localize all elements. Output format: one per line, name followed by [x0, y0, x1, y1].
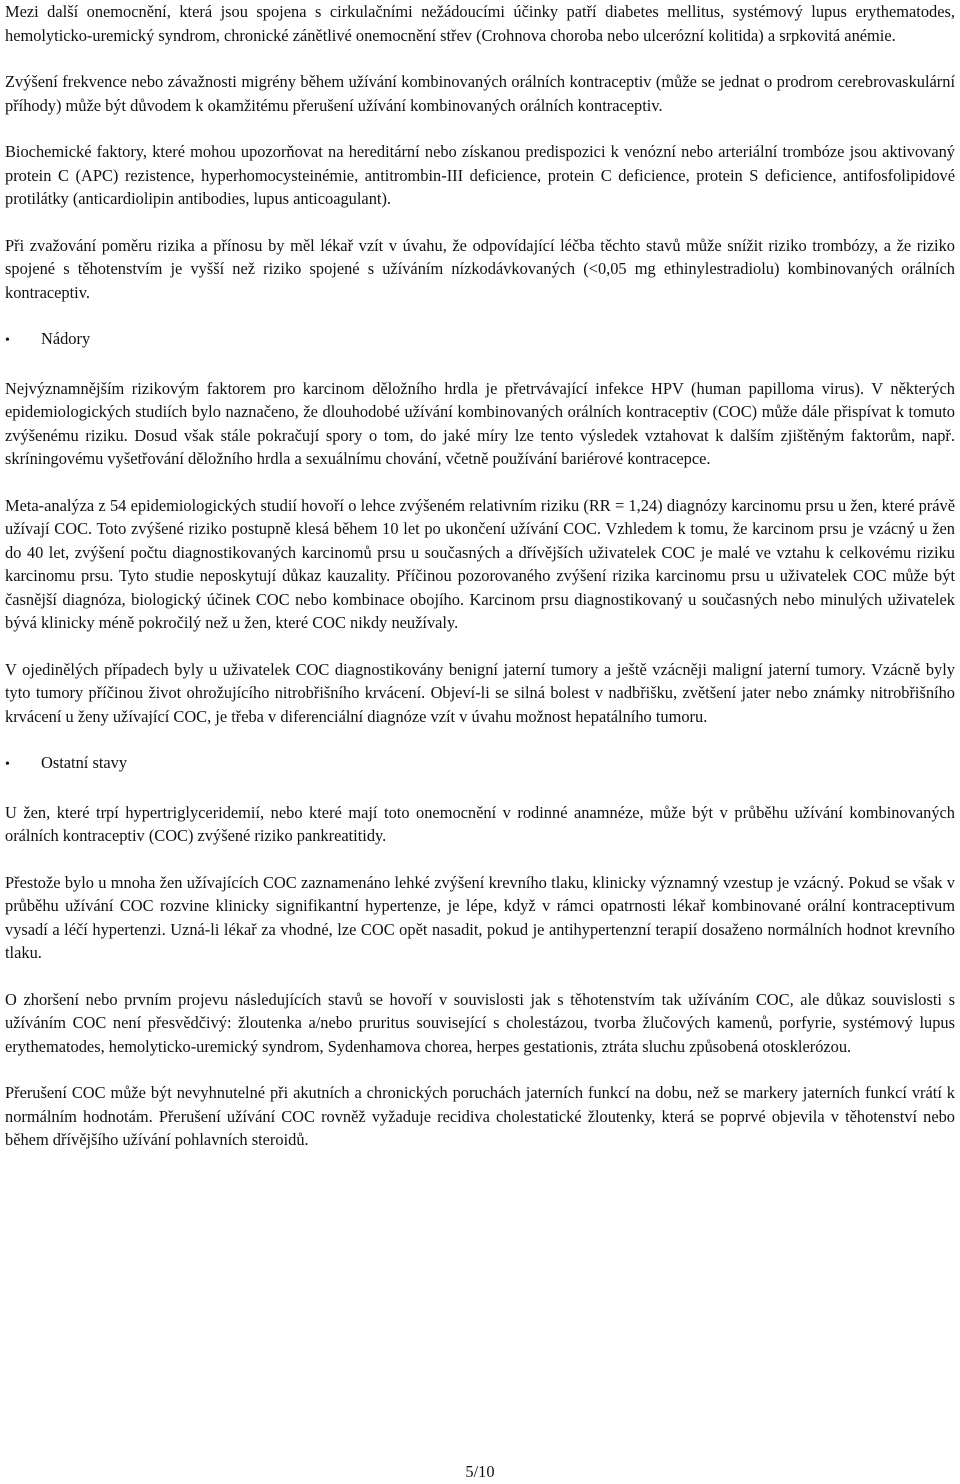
paragraph-pregnancy-conditions: O zhoršení nebo prvním projevu následujících stavů se hovoří v souvislosti jak s těhotenstvím tak užíváním COC, ale důkaz souvislosti s užíváním COC není přesvědčivý: žloutenka a/nebo pruritus související s cholestázou, tvorba žlučových kamenů, porfyrie, systémový lupus erythematodes, hemolyticko-uremický syndrom, Sydenhamova chorea, herpes gestationis, ztráta sluchu způsobená otosklerózou.	[5, 989, 955, 1056]
document-body	[5, 0, 955, 1175]
paragraph-liver-tumors: V ojedinělých případech byly u uživatelek COC diagnostikovány benigní jaterní tumory a ještě vzácněji maligní jaterní tumory. Vzácně byly tyto tumory příčinou život ohrožujícího nitrobřišního krvácení. Objeví-li se silná bolest v nadbřišku, zvětšení jater nebo známky nitrobřišního krvácení u ženy užívající COC, je třeba v diferenciální diagnóze vzít v úvahu možnost hepatálního tumoru.	[5, 659, 955, 726]
paragraph-liver-function: Přerušení COC může být nevyhnutelné při akutních a chronických poruchách jaterních funkcí na dobu, než se markery jaterních funkcí vrátí k normálním hodnotám. Přerušení užívání COC rovněž vyžaduje recidiva cholestatické žloutenky, která se poprvé objevila v těhotenství nebo během dřívějšího užívání pohlavních steroidů.	[5, 1083, 955, 1149]
page-number: 5/10	[465, 1462, 495, 1481]
section-heading-tumors	[5, 327, 955, 353]
paragraph-risk-benefit: Při zvažování poměru rizika a přínosu by měl lékař vzít v úvahu, že odpovídající léčba těchto stavů může snížit riziko trombózy, a že riziko spojené s těhotenstvím je vyšší než riziko spojené s užíváním nízkodávkovaných (<0,05 mg ethinylestradiolu) kombinovaných orálních kontraceptiv.	[5, 235, 955, 302]
section-heading-other-conditions	[5, 751, 955, 777]
bullet-icon: •	[5, 757, 10, 772]
bullet-icon: •	[5, 333, 10, 348]
paragraph-hypertension: Přestože bylo u mnoha žen užívajících COC zaznamenáno lehké zvýšení krevního tlaku, klinicky významný vzestup je vzácný. Pokud se však v průběhu užívání COC rozvine klinicky signifikantní hypertenze, je lépe, když v rámci opatrnosti lékař kombinované orální kontraceptivum vysadí a léčí hypertenzi. Uzná-li lékař za vhodné, lze COC opět nasadit, pokud je antihypertenzní terapií dosaženo normálních hodnot krevního tlaku.	[5, 872, 955, 962]
paragraph-associated-diseases: Mezi další onemocnění, která jsou spojena s cirkulačními nežádoucími účinky patří diabetes mellitus, systémový lupus erythematodes, hemolyticko-uremický syndrom, chronické zánětlivé onemocnění střev (Crohnova choroba nebo ulcerózní kolitida) a srpkovitá anémie.	[5, 2, 955, 45]
paragraph-biochemical-factors: Biochemické faktory, které mohou upozorňovat na hereditární nebo získanou predispozici k venózní nebo arteriální trombóze jsou aktivovaný protein C (APC) rezistence, hyperhomocysteinémie, antitrombin-III deficience, protein C deficience, protein S deficience, antifosfolipidové protilátky (anticardiolipin antibodies, lupus anticoagulant).	[5, 142, 955, 208]
paragraph-migraine: Zvýšení frekvence nebo závažnosti migrény během užívání kombinovaných orálních kontraceptiv (může se jednat o prodrom cerebrovaskulární příhody) může být důvodem k okamžitému přerušení užívání kombinovaných orálních kontraceptiv.	[5, 72, 955, 115]
paragraph-cervical-cancer: Nejvýznamnějším rizikovým faktorem pro karcinom děložního hrdla je přetrvávající infekce HPV (human papilloma virus). V některých epidemiologických studiích bylo naznačeno, že dlouhodobé užívání kombinovaných orálních kontraceptiv (COC) může dále přispívat k tomuto zvýšenému riziku. Dosud však stále pokračují spory o tom, do jaké míry lze tento výsledek vztahovat k dalším zjištěným faktorům, např. skríningovému vyšetřování děložního hrdla a sexuálnímu chování, včetně používání bariérové kontracepce.	[5, 378, 955, 468]
paragraph-pancreatitis: U žen, které trpí hypertriglyceridemií, nebo které mají toto onemocnění v rodinné anamnéze, může být v průběhu užívání kombinovaných orálních kontraceptiv (COC) zvýšené riziko pankreatitidy.	[5, 802, 955, 845]
paragraph-breast-cancer: Meta-analýza z 54 epidemiologických studií hovoří o lehce zvýšeném relativním riziku (RR = 1,24) diagnózy karcinomu prsu u žen, které právě užívají COC. Toto zvýšené riziko postupně klesá během 10 let po ukončení užívání COC. Vzhledem k tomu, že karcinom prsu je vzácný u žen do 40 let, zvýšení počtu diagnostikovaných karcinomů prsu u současných a dřívějších uživatelek COC je malé ve vztahu k celkovému riziku karcinomu prsu. Tyto studie neposkytují důkaz kauzality. Příčinou pozorovaného zvýšení rizika karcinomu prsu u uživatelek COC může být časnější diagnóza, biologický účinek COC nebo kombinace obojího. Karcinom prsu diagnostikovaný u současných nebo minulých uživatelek bývá klinicky méně pokročilý než u žen, které COC nikdy neužívaly.	[5, 495, 955, 632]
section-title: Nádory	[41, 329, 91, 348]
section-title: Ostatní stavy	[41, 753, 128, 772]
